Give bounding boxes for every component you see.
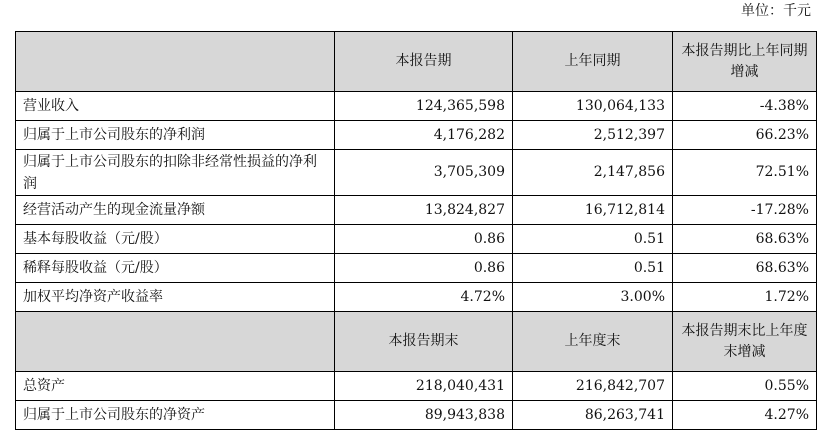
current-value: 124,365,598 <box>335 92 513 121</box>
current-value: 89,943,838 <box>335 401 513 430</box>
current-value: 218,040,431 <box>335 372 513 401</box>
current-value: 3,705,309 <box>335 150 513 196</box>
current-value: 0.86 <box>335 225 513 254</box>
row-label: 归属于上市公司股东的净资产 <box>16 401 335 430</box>
header-prior-period: 上年同期 <box>513 32 673 92</box>
row-label: 稀释每股收益（元/股） <box>16 254 335 283</box>
table-header-row <box>16 312 817 372</box>
change-value: 4.27% <box>673 401 817 430</box>
row-label: 营业收入 <box>16 92 335 121</box>
header-blank-cell <box>16 312 335 372</box>
table-row <box>16 401 817 430</box>
row-label: 经营活动产生的现金流量净额 <box>16 196 335 225</box>
prior-value: 216,842,707 <box>513 372 673 401</box>
table-row <box>16 225 817 254</box>
row-label: 基本每股收益（元/股） <box>16 225 335 254</box>
header-change: 本报告期末比上年度末增减 <box>673 312 817 372</box>
current-value: 0.86 <box>335 254 513 283</box>
row-label: 归属于上市公司股东的净利润 <box>16 121 335 150</box>
change-value: 68.63% <box>673 254 817 283</box>
row-label: 加权平均净资产收益率 <box>16 283 335 312</box>
change-value: 0.55% <box>673 372 817 401</box>
table-row <box>16 121 817 150</box>
change-value: -4.38% <box>673 92 817 121</box>
change-value: 1.72% <box>673 283 817 312</box>
header-period-end: 本报告期末 <box>335 312 513 372</box>
prior-value: 86,263,741 <box>513 401 673 430</box>
change-value: -17.28% <box>673 196 817 225</box>
row-label: 总资产 <box>16 372 335 401</box>
table-row <box>16 196 817 225</box>
key-financial-data-table <box>15 31 817 430</box>
prior-value: 130,064,133 <box>513 92 673 121</box>
prior-value: 0.51 <box>513 254 673 283</box>
current-value: 13,824,827 <box>335 196 513 225</box>
change-value: 72.51% <box>673 150 817 196</box>
table-row <box>16 283 817 312</box>
table-row <box>16 372 817 401</box>
prior-value: 2,512,397 <box>513 121 673 150</box>
row-label: 归属于上市公司股东的扣除非经常性损益的净利润 <box>16 150 335 196</box>
change-value: 68.63% <box>673 225 817 254</box>
table-row <box>16 150 817 196</box>
prior-value: 3.00% <box>513 283 673 312</box>
prior-value: 0.51 <box>513 225 673 254</box>
change-value: 66.23% <box>673 121 817 150</box>
current-value: 4.72% <box>335 283 513 312</box>
current-value: 4,176,282 <box>335 121 513 150</box>
header-blank-cell <box>16 32 335 92</box>
header-current-period: 本报告期 <box>335 32 513 92</box>
header-prior-year-end: 上年度末 <box>513 312 673 372</box>
unit-label: 单位：千元 <box>741 3 811 19</box>
table-row <box>16 92 817 121</box>
table-row <box>16 254 817 283</box>
prior-value: 16,712,814 <box>513 196 673 225</box>
prior-value: 2,147,856 <box>513 150 673 196</box>
header-change: 本报告期比上年同期增减 <box>673 32 817 92</box>
table-header-row <box>16 32 817 92</box>
